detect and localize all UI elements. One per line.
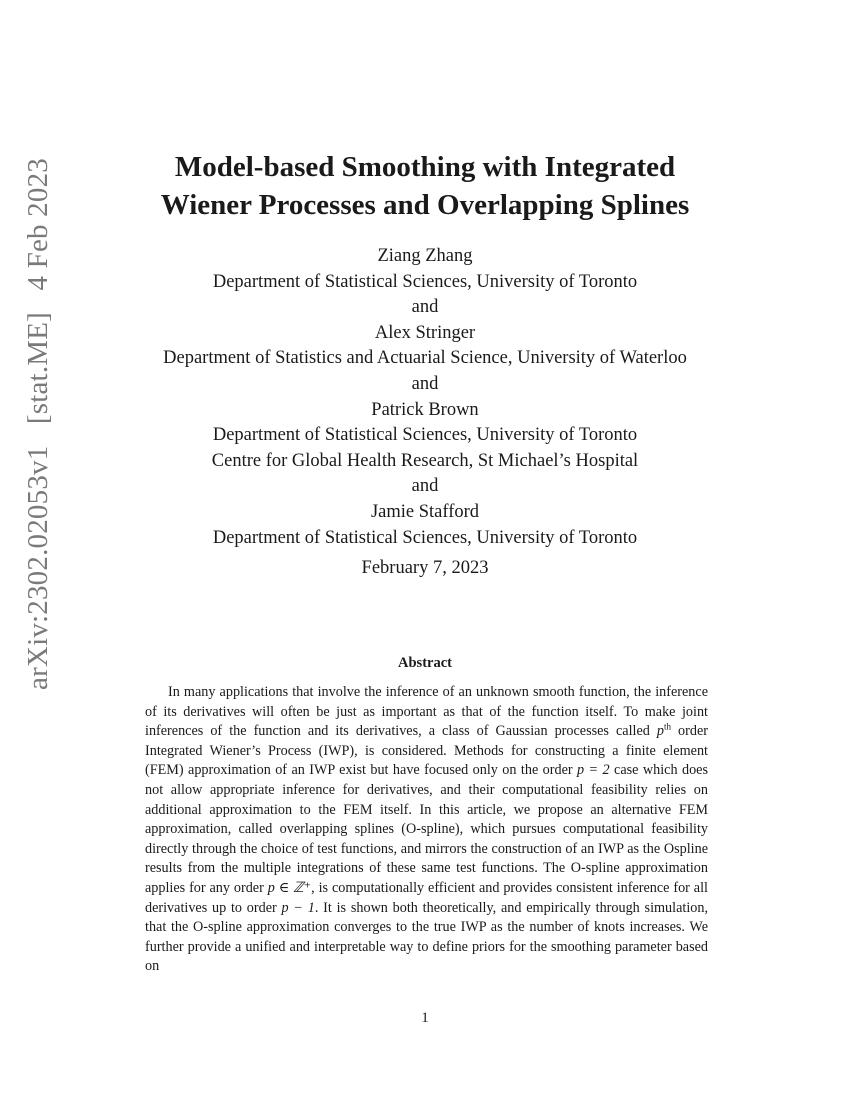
abstract-body (145, 683, 708, 977)
arxiv-category: [stat.ME] (22, 311, 54, 425)
paper-title (0, 148, 850, 224)
author-name: Patrick Brown (371, 399, 479, 420)
arxiv-id: arXiv:2302.02053v1 (22, 445, 54, 690)
arxiv-date: 4 Feb 2023 (22, 158, 54, 291)
paper-date: February 7, 2023 (361, 558, 489, 578)
author-affiliation: Department of Statistics and Actuarial Science, University of Waterloo (163, 348, 687, 369)
abstract-text: order Integrated Wiener’s Process (IWP), is considered. Methods for constructing a finite element (FEM) approximation of an IWP exist but have focused only on the order (145, 723, 708, 779)
math-p: p (656, 723, 664, 740)
title-line-1: Model-based Smoothing with Integrated (174, 151, 676, 183)
author-separator: and (411, 476, 439, 497)
author-affiliation: Centre for Global Health Research, St Michael’s Hospital (211, 450, 639, 471)
math-superscript: th (664, 721, 672, 732)
math-p-in-z: p ∈ ℤ⁺ (267, 879, 312, 896)
abstract-text: , is computationally efficient and provides consistent inference for all derivatives up to order (145, 879, 708, 916)
author-block (0, 244, 850, 551)
author-name: Jamie Stafford (370, 501, 480, 522)
abstract-heading: Abstract (398, 655, 452, 671)
abstract-text: In many applications that involve the inference of an unknown smooth function, the inference of its derivatives will often be just as important as that of the function itself. To make joint inferences of the function and its derivatives, a class of Gaussian processes called (145, 684, 708, 740)
abstract-text: . It is shown both theoretically, and empirically through simulation, that the O-spline approximation converges to the true IWP as the number of knots increases. We further provide a unified and interpretable way to define priors for the smoothing parameter based on (145, 899, 708, 975)
abstract-text: case which does not allow appropriate inference for derivatives, and their computational feasibility relies on additional approximation to the FEM itself. In this article, we propose an alternative FEM approximation, called overlapping splines (O-spline), which pursues computational feasibility directly through the choice of test functions, and mirrors the construction of an IWP as the Ospline results from the multiple integrations of these same test functions. The O-spline approximation applies for any order (145, 762, 708, 896)
math-p-minus-1: p − 1 (281, 899, 315, 916)
author-affiliation: Department of Statistical Sciences, University of Toronto (212, 527, 638, 548)
author-name: Alex Stringer (374, 322, 476, 343)
author-affiliation: Department of Statistical Sciences, University of Toronto (212, 425, 638, 446)
author-affiliation: Department of Statistical Sciences, University of Toronto (212, 271, 638, 292)
math-p-equals-2: p = 2 (577, 762, 610, 779)
author-separator: and (411, 297, 439, 318)
author-name: Ziang Zhang (377, 246, 473, 266)
author-separator: and (411, 373, 439, 394)
page-number: 1 (421, 1010, 429, 1026)
title-line-2: Wiener Processes and Overlapping Splines (160, 189, 690, 221)
